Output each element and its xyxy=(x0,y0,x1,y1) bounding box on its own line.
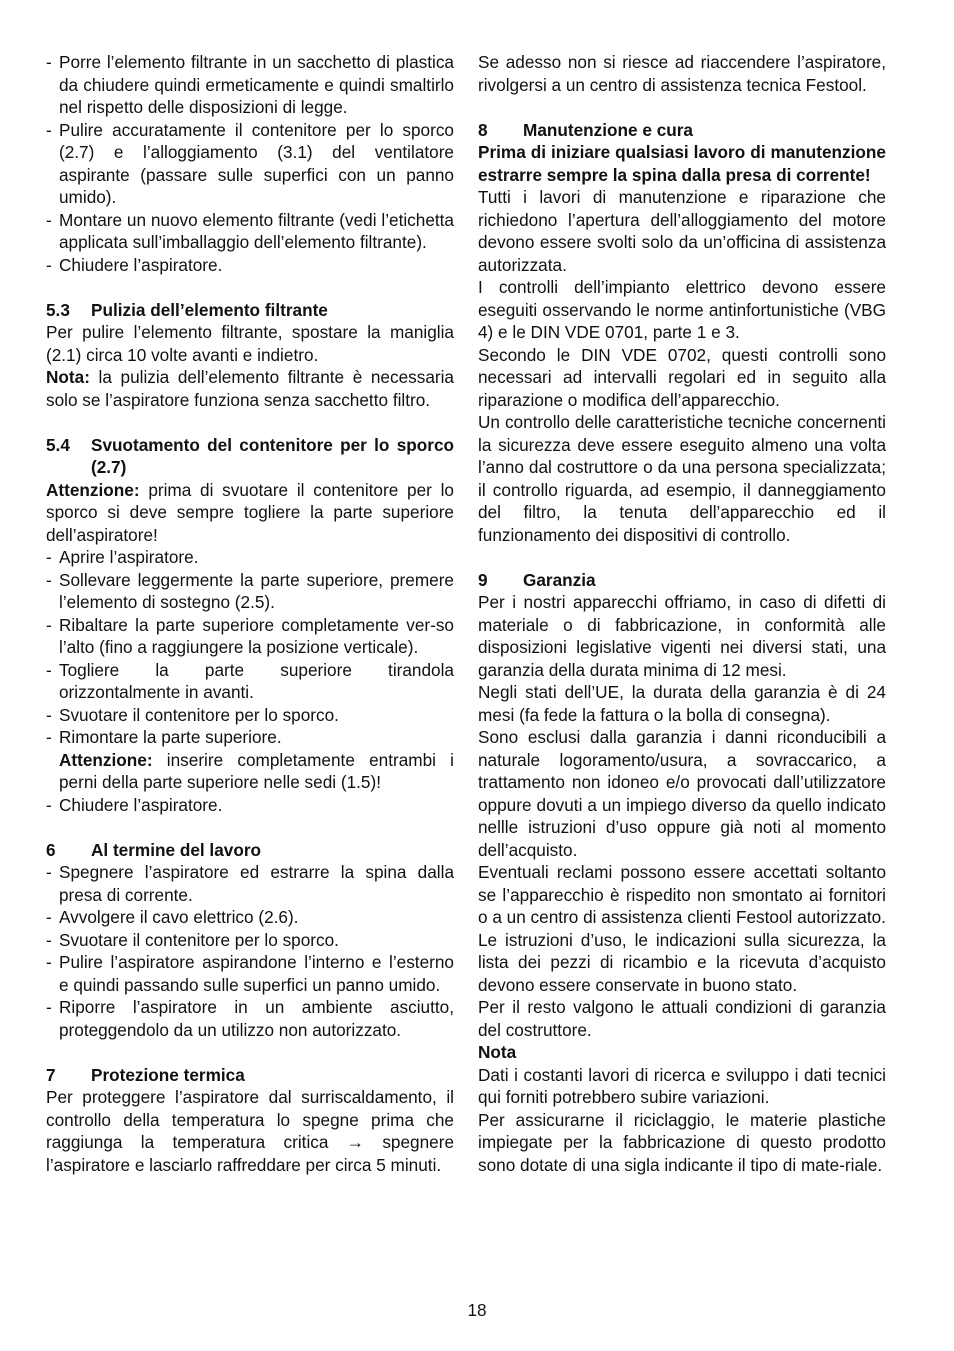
section-heading-6 xyxy=(46,839,454,862)
list-item: - Riporre l’aspiratore in un ambiente asciutto, proteggendolo da un utilizzo non autorizzato. xyxy=(46,997,454,1040)
paragraph: I controlli dell’impianto elettrico devono essere eseguiti osservando le norme antinfortunistiche (VBG 4) e le DIN VDE 0701, parte 1 e 3. xyxy=(478,277,886,342)
list-item: - Chiudere l’aspiratore. xyxy=(46,254,223,275)
paragraph: Un controllo delle caratteristiche tecniche concernenti la sicurezza deve essere eseguito almeno una volta l’anno dal costruttore o da una persona specializzata; il controllo riguarda, ad esempio, il danneggiamento del filtro, la tenuta dell’apparecchio ed il funzionamento dei dispositivi di controllo. xyxy=(478,412,886,545)
paragraph: Sono esclusi dalla garanzia i danni riconducibili a naturale logoramento/usura, a sovraccarico, a trattamento non idoneo e/o provocati dall’utilizzatore oppure dovuti a un impiego diverso da quello indicato nellle istruzioni d’uso oppure già noti al momento dell’acquisto. xyxy=(478,727,886,860)
paragraph: Per proteggere l’aspiratore dal surriscaldamento, il controllo della temperatura lo spegne prima che raggiunga la temperatura critica → spegnere l’aspiratore e lasciarlo raffreddare per circa 5 minuti. xyxy=(46,1087,455,1175)
section-number: 5.4 xyxy=(46,434,70,455)
note-label: Nota: xyxy=(46,367,90,387)
paragraph: Dati i costanti lavori di ricerca e sviluppo i dati tecnici qui forniti potrebbero subire variazioni. xyxy=(478,1064,886,1107)
paragraph: Eventuali reclami possono essere accettati soltanto se l’apparecchio è rispedito non smontato ai fornitori o a un centro di assistenza clienti Festool autorizzato. xyxy=(478,862,886,927)
section-title: Al termine del lavoro xyxy=(91,839,262,860)
section-heading-9 xyxy=(478,569,886,592)
section-heading-7 xyxy=(46,1064,454,1087)
note-paragraph: Nota: la pulizia dell’elemento filtrante è necessaria solo se l’aspiratore funziona senza sacchetto filtro. xyxy=(46,367,454,410)
section-number: 7 xyxy=(46,1064,56,1085)
section-heading-5-3 xyxy=(46,299,454,322)
right-column xyxy=(478,51,886,1176)
section-heading-8 xyxy=(478,119,886,142)
list-item: - Aprire l’aspiratore. xyxy=(46,547,199,567)
list-item: - Montare un nuovo elemento filtrante (vedi l’etichetta applicata sull’imballaggio dell’elemento filtrante). xyxy=(46,209,454,252)
section-number: 6 xyxy=(46,839,56,860)
paragraph: Per i nostri apparecchi offriamo, in caso di difetti di materiale o di fabbricazione, in conformità alle disposizioni legislative vigenti nei diversi stati, una garanzia della durata minima di 12 mesi. xyxy=(478,592,886,680)
arrow-right-icon: → xyxy=(346,1132,364,1152)
list-item: - Chiudere l’aspiratore. xyxy=(46,794,223,815)
list-item: - Svuotare il contenitore per lo sporco. xyxy=(46,704,339,725)
section-heading-5-4 xyxy=(46,434,454,479)
page-number: 18 xyxy=(467,1300,487,1320)
list-item: - Pulire l’aspiratore aspirandone l’interno e l’esterno e quindi passando sulle superfici un panno umido. xyxy=(46,952,454,995)
list-item: - Porre l’elemento filtrante in un sacchetto di plastica da chiudere quindi ermeticamente e quindi smaltirlo nel rispetto delle disposizioni di legge. xyxy=(46,52,454,117)
paragraph: Tutti i lavori di manutenzione e riparazione che richiedono l’apertura dell’alloggiamento del motore devono essere svolti solo da un’officina di assistenza autorizzata. xyxy=(478,187,886,275)
section-number: 8 xyxy=(478,119,488,140)
paragraph: Le istruzioni d’uso, le indicazioni sulla sicurezza, la lista dei pezzi di ricambio e la ricevuta d’acquisto devono essere conservate in buono stato. xyxy=(478,929,886,995)
warning-paragraph: Prima di iniziare qualsiasi lavoro di manutenzione estrarre sempre la spina dalla presa di corrente! xyxy=(478,142,886,185)
section-title: Protezione termica xyxy=(91,1064,245,1085)
paragraph: Per assicurarne il riciclaggio, le materie plastiche impiegate per la fabbricazione di questo prodotto sono dotate di una sigla indicante il tipo di mate-riale. xyxy=(478,1109,886,1175)
paragraph: Secondo le DIN VDE 0702, questi controlli sono necessari ad intervalli regolari ed in seguito alla riparazione o modifica dell’apparecchio. xyxy=(478,344,886,410)
section-number: 9 xyxy=(478,569,488,590)
warning-paragraph: Attenzione: prima di svuotare il contenitore per lo sporco si deve sempre togliere la parte superiore dell’aspiratore! xyxy=(46,479,454,545)
section-title: Manutenzione e cura xyxy=(523,119,693,140)
list-item: - Avvolgere il cavo elettrico (2.6). xyxy=(46,907,299,927)
list-item: - Rimontare la parte superiore. xyxy=(46,727,282,747)
left-column xyxy=(46,51,454,1176)
list-item: - Sollevare leggermente la parte superiore, premere l’elemento di sostegno (2.5). xyxy=(46,569,454,612)
section-title: Garanzia xyxy=(523,569,596,590)
section-title: Pulizia dell’elemento filtrante xyxy=(91,299,328,320)
paragraph: Per il resto valgono le attuali condizioni di garanzia del costruttore. xyxy=(478,997,886,1040)
paragraph: Se adesso non si riesce ad riaccendere l’aspiratore, rivolgersi a un centro di assistenza tecnica Festool. xyxy=(478,52,886,95)
list-item: - Ribaltare la parte superiore completamente ver-so l’alto (fino a raggiungere la posizione verticale). xyxy=(46,614,454,657)
section-title: Svuotamento del contenitore per lo sporco (2.7) xyxy=(91,434,454,477)
section-number: 5.3 xyxy=(46,299,70,320)
list-item: - Togliere la parte superiore tirandola orizzontalmente in avanti. xyxy=(46,659,454,702)
paragraph: Negli stati dell’UE, la durata della garanzia è di 24 mesi (fa fede la fattura o la bolla di consegna). xyxy=(478,682,886,725)
warning-label: Attenzione: xyxy=(46,479,140,500)
note-heading: Nota xyxy=(478,1042,517,1062)
list-item: - Spegnere l’aspiratore ed estrarre la spina dalla presa di corrente. xyxy=(46,862,454,905)
list-item: - Svuotare il contenitore per lo sporco. xyxy=(46,929,339,950)
paragraph: Per pulire l’elemento filtrante, spostare la maniglia (2.1) circa 10 volte avanti e indietro. xyxy=(46,322,454,365)
warning-paragraph: Attenzione: inserire completamente entrambi i perni della parte superiore nelle sedi (1.5)! xyxy=(59,749,454,792)
list-item: - Pulire accuratamente il contenitore per lo sporco (2.7) e l’alloggiamento (3.1) del ventilatore aspirante (passare sulle superfici con un panno umido). xyxy=(46,119,454,207)
warning-label: Attenzione: xyxy=(59,749,153,770)
